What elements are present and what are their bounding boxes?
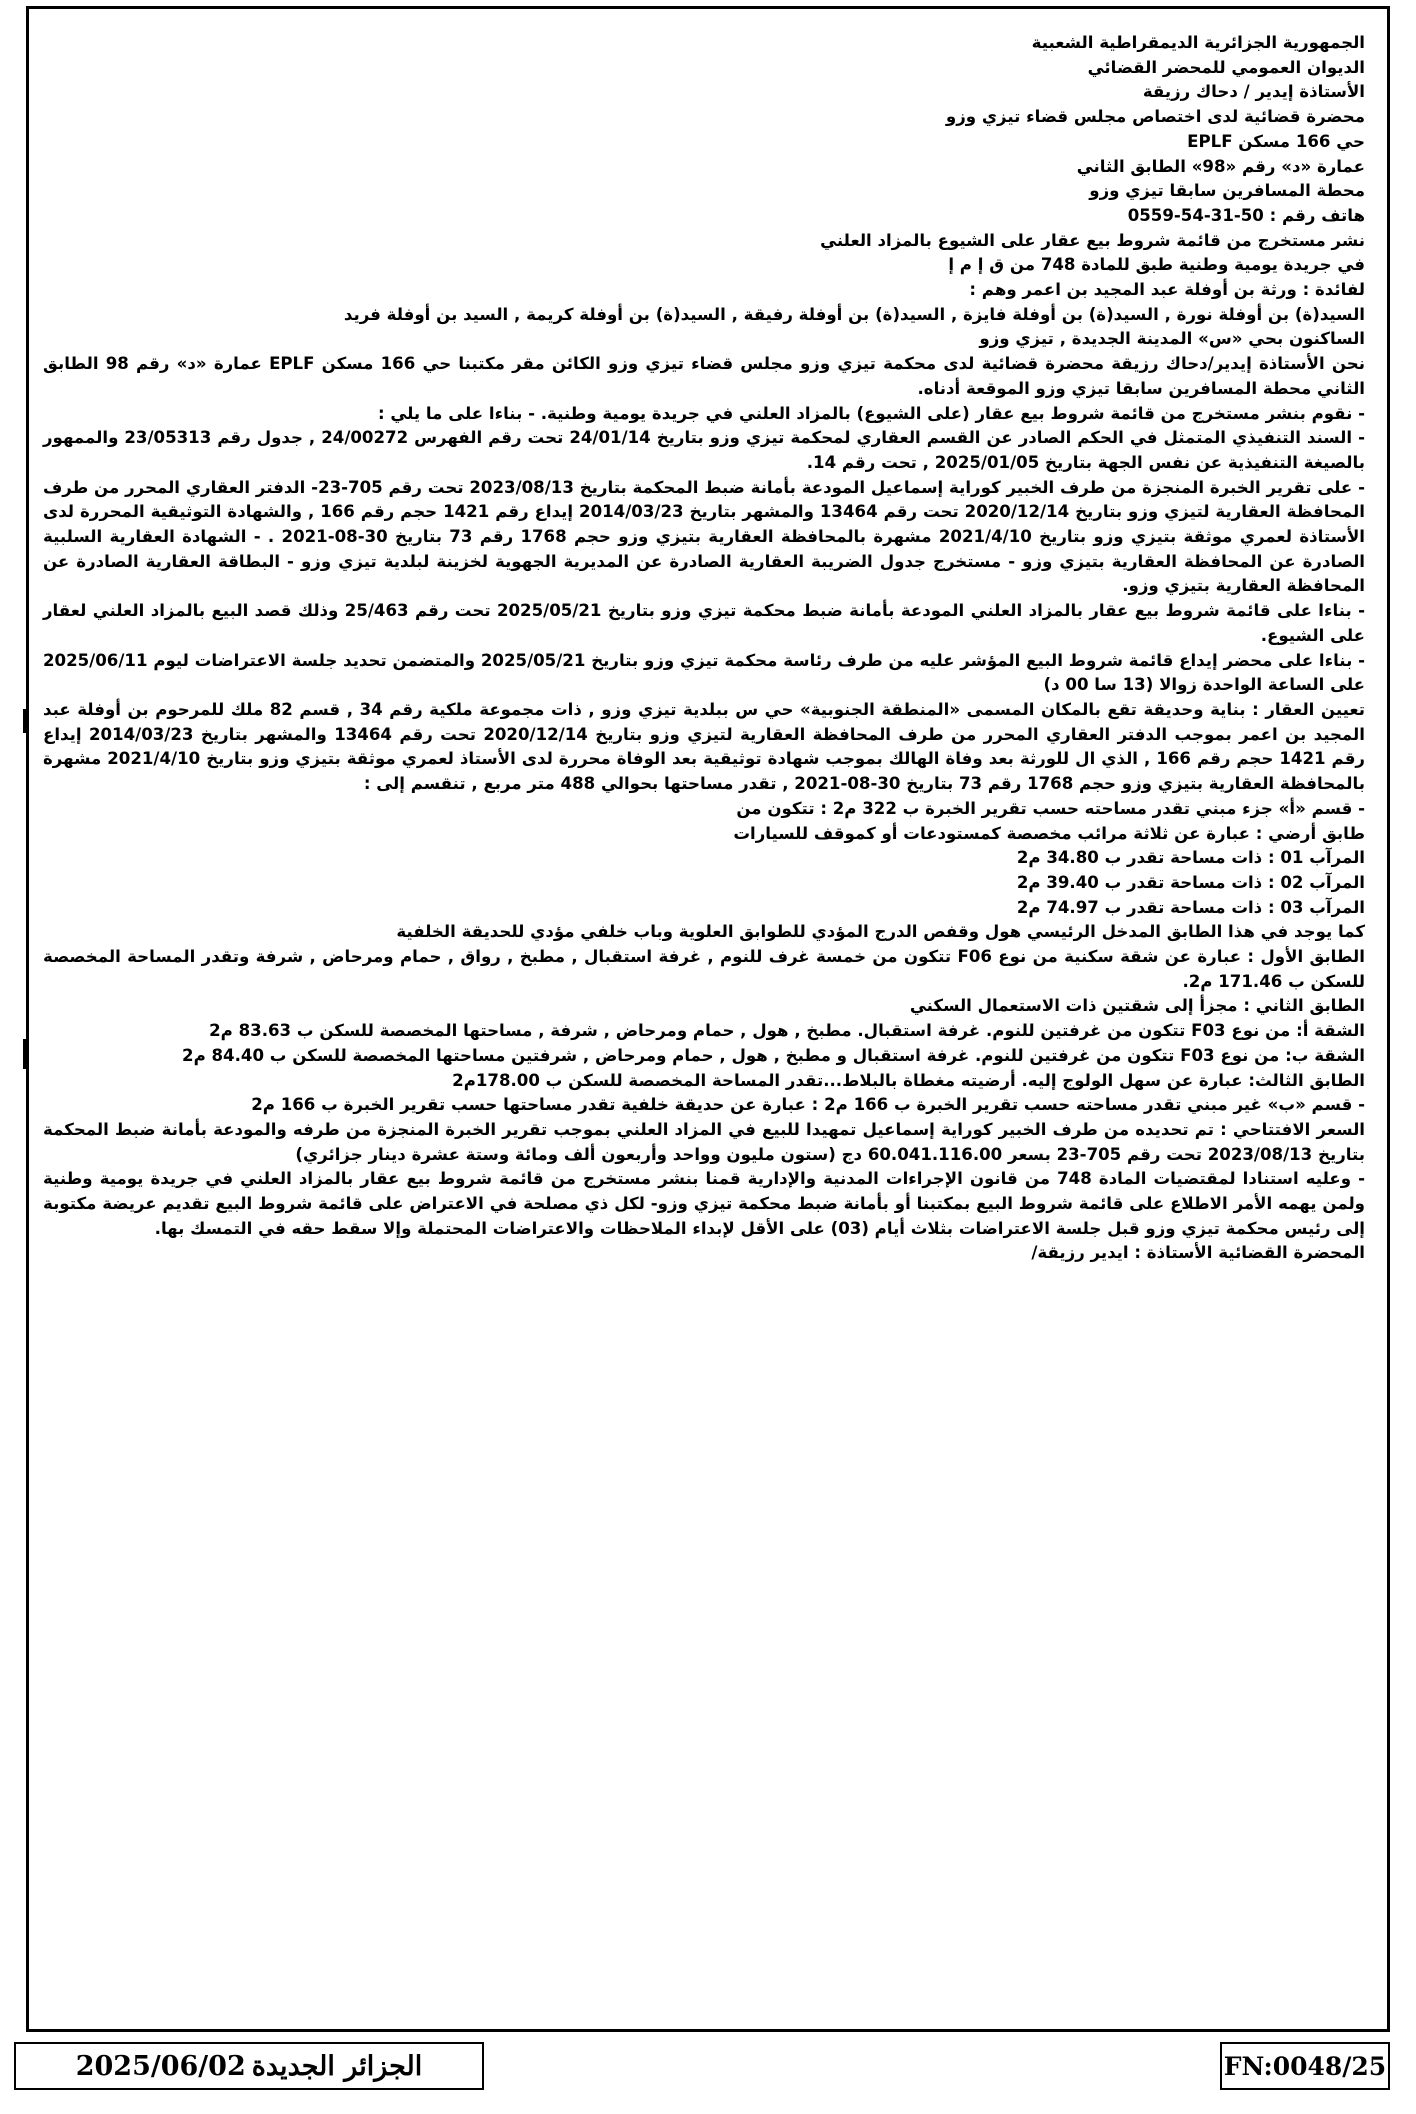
expert-report: - على تقرير الخبرة المنجزة من طرف الخبير كوراية إسماعيل المودعة بأمانة ضبط المحكمة بتاريخ 2023/08/13 تحت رقم 705-23- الدفتر العقاري المحرر من طرف المحافظة العقارية لتيزي وزو بتاريخ 2020/12/14 تحت رقم 13464 والمشهر بتاريخ 2014/03/23 إيداع رقم 1421 حجم رقم 166 , والشهادة التوثيقية المحررة لدى الأستاذة لعمري موثقة بتيزي وزو بتاريخ 2021/4/10 مشهرة بالمحافظة العقارية بتيزي وزو حجم 1768 رقم 73 بتاريخ 30-08-2021 . - الشهادة العقارية السلبية الصادرة عن المحافظة العقارية بتيزي وزو - مستخرج جدول الضريبة العقارية الصادرة عن المديرية الجهوية لخزينة لبلدية تيزي وزو - البطاقة العقارية الصادرة عن المحافظة العقارية بتيزي وزو.	[43, 477, 1365, 596]
property-designation: تعيين العقار : بناية وحديقة تقع بالمكان المسمى «المنطقة الجنوبية» حي س ببلدية تيزي وزو , ذات مجموعة ملكية رقم 34 , قسم 82 ملك للمرحوم بن أوفلة عبد المجيد بن اعمر بموجب الدفتر العقاري المحرر من طرف المحافظة العقارية لتيزي وزو بتاريخ 2020/12/14 تحت رقم 13464 والمشهر بتاريخ 2014/03/23 إيداع رقم 1421 حجم رقم 166 , الذي ال للورثة بعد وفاة الهالك بموجب شهادة توثيقية بعد الوفاة محررة لدى الأستاذ لعمري موثقة بتيزي وزو بتاريخ 2021/4/10 مشهرة بالمحافظة العقارية بتيزي وزو حجم 1768 رقم 73 بتاريخ 30-08-2021 , تقدر مساحتها بحوالي 488 متر مربع , تنقسم إلى :	[43, 699, 1365, 794]
first-floor: الطابق الأول : عبارة عن شقة سكنية من نوع F06 تتكون من خمسة غرف للنوم , غرفة استقبال , مطبخ , رواق , حمام ومرحاض , شرفة وتقدر المساحة المخصصة للسكن ب 171.46 م2.	[43, 947, 1365, 991]
bailiff-statement: نحن الأستاذة إيدير/دحاك رزيقة محضرة قضائية لدى محكمة تيزي وزو مجلس قضاء تيزي وزو الكائن مقر مكتبنا حي 166 مسكن EPLF عمارة «د» رقم 98 الطابق الثاني محطة المسافرين سابقا تيزي وزو الموقعة أدناه.	[43, 354, 1365, 398]
footer-fn: FN:0048/25	[1223, 2051, 1387, 2081]
garage-02: المرآب 02 : ذات مساحة تقدر ب 39.40 م2	[1016, 872, 1365, 892]
third-floor: الطابق الثالث: عبارة عن سهل الولوج إليه. أرضيته مغطاة بالبلاط...تقدر المساحة المخصصة للسكن ب 178.00م2	[452, 1070, 1365, 1090]
edge-mark	[23, 1039, 27, 1069]
second-floor: الطابق الثاني : مجزأ إلى شقتين ذات الاستعمال السكني	[909, 996, 1365, 1016]
notice-legal-basis: في جريدة يومية وطنية طبق للمادة 748 من ق إ م إ	[948, 255, 1365, 275]
header-bailiff-name: الأستاذة إيدير / دحاك رزيقة	[1142, 82, 1365, 102]
beneficiaries-intro: لفائدة : ورثة بن أوفلة عبد المجيد بن اعمر وهم :	[969, 280, 1365, 300]
header-address-district: حي 166 مسكن EPLF	[1187, 131, 1365, 151]
header-address-station: محطة المسافرين سابقا تيزي وزو	[1089, 181, 1365, 201]
objection-hearing: - بناءا على محضر إيداع قائمة شروط البيع المؤشر عليه من طرف رئاسة محكمة تيزي وزو بتاريخ 2025/05/21 والمتضمن تحديد جلسة الاعتراضات ليوم 2025/06/11 على الساعة الواحدة زوالا (13 سا 00 د)	[43, 650, 1366, 695]
ground-floor-extras: كما يوجد في هذا الطابق المدخل الرئيسي هول وقفص الدرج المؤدي للطوابق العلوية وباب خلفي مؤدي للحديقة الخلفية	[396, 922, 1365, 942]
header-office: الديوان العمومي للمحضر القضائي	[1087, 57, 1365, 77]
executive-title: - السند التنفيذي المتمثل في الحكم الصادر عن القسم العقاري لمحكمة تيزي وزو بتاريخ 24/01/14 تحت رقم الفهرس 24/00272 , جدول رقم 23/05313 والممهور بالصيغة التنفيذية عن نفس الجهة بتاريخ 2025/01/05 , تحت رقم 14.	[43, 428, 1365, 472]
apartment-a: الشقة أ: من نوع F03 تتكون من غرفتين للنوم. غرفة استقبال. مطبخ , هول , حمام ومرحاض , شرفة , مساحتها المخصصة للسكن ب 83.63 م2	[209, 1021, 1365, 1041]
notice-content	[43, 31, 1365, 2021]
header-jurisdiction: محضرة قضائية لدى اختصاص مجلس قضاء تيزي وزو	[945, 107, 1365, 127]
garage-03: المرآب 03 : ذات مساحة تقدر ب 74.97 م2	[1016, 897, 1365, 917]
apartment-b: الشقة ب: من نوع F03 تتكون من غرفتين للنوم. غرفة استقبال و مطبخ , هول , حمام ومرحاض , شرفتين مساحتها المخصصة للسكن ب 84.40 م2	[182, 1045, 1365, 1065]
signature-line: المحضرة القضائية الأستاذة : ايدير رزيقة/	[1031, 1243, 1365, 1263]
footer-date: 2025/06/02	[75, 2050, 246, 2082]
notice-header	[43, 31, 1365, 229]
beneficiaries-address: الساكنون بحي «س» المدينة الجديدة , تيزي وزو	[979, 329, 1365, 349]
publication-statement: - نقوم بنشر مستخرج من قائمة شروط بيع عقار (على الشيوع) بالمزاد العلني في جريدة يومية وطنية. - بناءا على ما يلي :	[377, 403, 1365, 423]
objection-procedure: - وعليه استنادا لمقتضيات المادة 748 من قانون الإجراءات المدنية والإدارية قمنا بنشر مستخرج من قائمة شروط بيع عقار بالمزاد العلني في جريدة يومية وطنية ولمن يهمه الأمر الاطلاع على قائمة شروط البيع بمكتبنا أو بأمانة ضبط محكمة تيزي وزو- لكل ذي مصلحة في الاعتراض على قائمة شروط البيع تقديم عريضة مكتوبة إلى رئيس محكمة تيزي وزو قبل جلسة الاعتراضات بثلاث أيام (03) على الأقل لإبداء الملاحظات والاعتراضات المحتملة وإلا سقط حقه في التمسك بها.	[43, 1169, 1365, 1238]
sale-conditions-deposit: - بناءا على قائمة شروط بيع عقار بالمزاد العلني المودعة بأمانة ضبط محكمة تيزي وزو بتاريخ 2025/05/21 تحت رقم 25/463 وذلك قصد البيع بالمزاد العلني لعقار على الشيوع.	[43, 601, 1365, 645]
header-address-building: عمارة «د» رقم «98» الطابق الثاني	[1076, 156, 1365, 176]
opening-price: السعر الافتتاحي : تم تحديده من طرف الخبير كوراية إسماعيل تمهيدا للبيع في المزاد العلني بموجب تقرير الخبرة المنجزة من طرفه والمودعة بأمانة ضبط المحكمة بتاريخ 2023/08/13 تحت رقم 705-23 بسعر 60.041.116.00 دج (ستون مليون وواحد وأربعون ألف ومائة وستة عشرة دينار جزائري)	[43, 1119, 1365, 1164]
notice-body	[43, 229, 1365, 1267]
footer-newspaper: الجزائر الجديدة	[251, 2050, 423, 2082]
garage-01: المرآب 01 : ذات مساحة تقدر ب 34.80 م2	[1016, 848, 1365, 868]
header-phone: هاتف رقم : 50-31-54-0559	[1127, 205, 1365, 225]
notice-frame	[26, 6, 1390, 2032]
edge-mark	[23, 709, 27, 733]
notice-title: نشر مستخرج من قائمة شروط بيع عقار على الشيوع بالمزاد العلني	[820, 230, 1365, 250]
footer-fn-box	[1220, 2042, 1390, 2090]
beneficiaries-list: السيد(ة) بن أوفلة نورة , السيد(ة) بن أوفلة فايزة , السيد(ة) بن أوفلة رفيقة , السيد(ة) بن أوفلة كريمة , السيد بن أوفلة فريد	[343, 304, 1365, 324]
footer-date-box	[14, 2042, 484, 2090]
section-a-intro: - قسم «أ» جزء مبني تقدر مساحته حسب تقرير الخبرة ب 322 م2 : تتكون من	[736, 798, 1365, 818]
header-republic: الجمهورية الجزائرية الديمقراطية الشعبية	[1031, 33, 1365, 52]
section-b: - قسم «ب» غير مبني تقدر مساحته حسب تقرير الخبرة ب 166 م2 : عبارة عن حديقة خلفية تقدر مساحتها حسب تقرير الخبرة ب 166 م2	[251, 1095, 1365, 1115]
ground-floor: طابق أرضي : عبارة عن ثلاثة مرائب مخصصة كمستودعات أو كموقف للسيارات	[733, 823, 1365, 843]
